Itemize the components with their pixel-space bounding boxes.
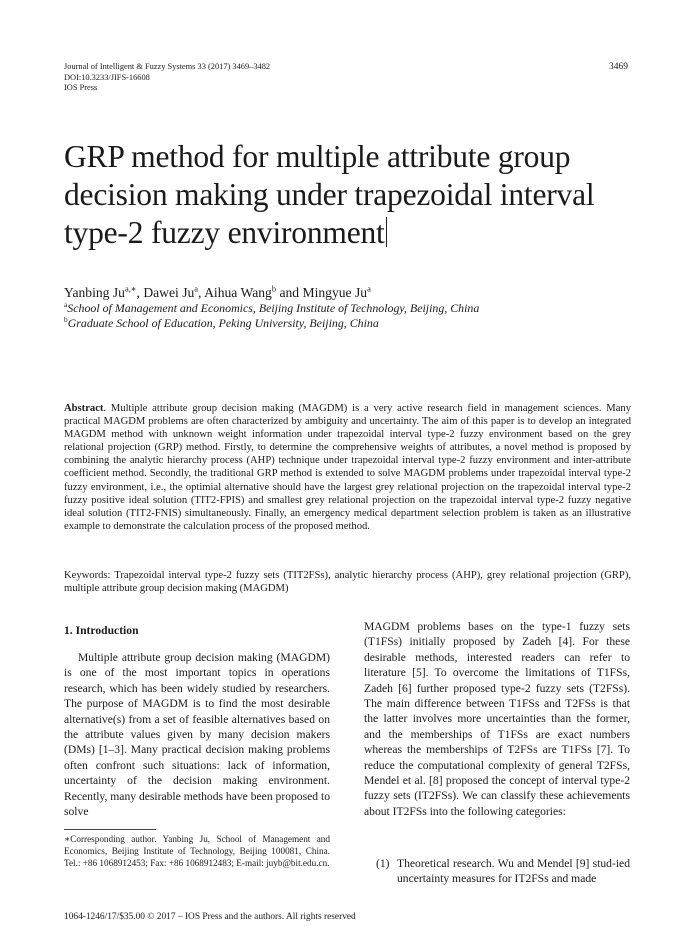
- doi-line: DOI:10.3233/JIFS-16608: [64, 72, 150, 82]
- intro-left-column: Multiple attribute group decision making (MAGDM) is one of the most important topics in operations research, which has been widely studied by researchers. The purpose of MAGDM is to find the most desirable alternative(s) from a set of feasible alternatives based on the attribute values given by many decision makers (DMs) [1–3]. Many practical decision making problems often confront such situations: lack of information, uncertainty of the decision making environment. Recently, many desirable methods have been proposed to solve: [64, 651, 330, 819]
- affiliation-text: School of Management and Economics, Beijing Institute of Technology, Beijing, China: [67, 301, 480, 315]
- abstract-label: Abstract: [64, 403, 104, 414]
- affiliation-b: [64, 316, 379, 331]
- author-name: Yanbing Ju: [64, 285, 125, 300]
- author-affiliation-mark: a: [367, 283, 371, 294]
- author-separator: and: [276, 285, 303, 300]
- journal-info: [64, 62, 270, 94]
- keywords: Keywords: Trapezoidal interval type-2 fuzzy sets (TIT2FSs), analytic hierarchy process (AHP), grey relational projection (GRP), multiple attribute group decision making (MAGDM): [64, 570, 631, 595]
- publisher-line: IOS Press: [64, 83, 98, 93]
- intro-right-column: MAGDM problems bases on the type-1 fuzzy sets (T1FSs) initially proposed by Zadeh [4]. For these desirable methods, interested readers can refer to literature [5]. To overcome the limitations of T1FSs, Zadeh [6] further proposed type-2 fuzzy sets (T2FSs). The main difference between T1FSs and T2FSs is that the latter involves more uncertainties than the former, and the memberships of T1FSs are exact numbers whereas the memberships of T2FSs are T1FSs [7]. To reduce the computational complexity of general T2FSs, Mendel et al. [8] proposed the concept of interval type-2 fuzzy sets (IT2FSs). We can classify these achievements about IT2FSs into the following categories:: [364, 620, 630, 818]
- list-item-number: (1): [376, 857, 390, 870]
- footnote-divider: [64, 829, 156, 830]
- paper-title-text: GRP method for multiple attribute group decision making under trapezoidal interval type-2 fuzzy environment: [64, 139, 595, 250]
- corresponding-author-footnote: ∗Corresponding author. Yanbing Ju, School of Management and Economics, Beijing Institute of Technology, Beijing 100081, China. Tel.: +86 1068912453; Fax: +86 1068912483; E-mail: juyb@bit.edu.cn.: [64, 834, 330, 868]
- section-heading-introduction: 1. Introduction: [64, 624, 139, 637]
- author-separator: ,: [136, 285, 144, 300]
- paper-title[interactable]: [64, 138, 664, 252]
- journal-line: Journal of Intelligent & Fuzzy Systems 33 (2017) 3469–3482: [64, 62, 271, 71]
- author-affiliation-mark: a,∗: [124, 283, 137, 294]
- author-affiliation-mark: a: [194, 283, 199, 294]
- affiliation-mark: a: [64, 300, 68, 310]
- page-number: 3469: [609, 62, 628, 72]
- text-cursor: [386, 217, 387, 247]
- affiliation-mark: b: [64, 315, 68, 325]
- author-affiliation-mark: b: [271, 283, 277, 294]
- affiliation-a: [64, 301, 479, 316]
- author-name: Aihua Wang: [204, 285, 272, 300]
- author-list: [64, 285, 371, 301]
- author-name: Dawei Ju: [143, 285, 195, 300]
- author-separator: ,: [198, 285, 205, 300]
- author-name: Mingyue Ju: [302, 285, 368, 300]
- list-item-text: Theoretical research. Wu and Mendel [9] stud-ied uncertainty measures for IT2FSs and made: [397, 857, 630, 886]
- copyright-line: 1064-1246/17/$35.00 © 2017 – IOS Press and the authors. All rights reserved: [64, 912, 356, 922]
- affiliation-text: Graduate School of Education, Peking University, Beijing, China: [67, 316, 379, 330]
- abstract: [64, 402, 631, 533]
- abstract-text: . Multiple attribute group decision making (MAGDM) is a very active research field in management sciences. Many practical MAGDM problems are often characterized by ambiguity and uncertainty. The aim of this paper is to develop an integrated MAGDM method with unknown weight information under trapezoidal interval type-2 fuzzy environment based on the grey relational projection (GRP) method. Firstly, to determine the comprehensive weights of attributes, a novel method is proposed by combining the analytic hierarchy process (AHP) technique under trapezoidal interval type-2 fuzzy environment and inter-attribute coefficient method. Secondly, the traditional GRP method is extended to solve MAGDM problems under trapezoidal interval type-2 fuzzy environment, i.e., the optimial alternative should have the largest grey relational projection on the trapezoidal interval type-2 fuzzy positive ideal solution (TIT2-FPIS) and smallest grey relational projection on the trapezoidal interval type-2 fuzzy negative ideal solution (TIT2-FNIS) simultaneously. Finally, an emergency medical department selection problem is taken as an illustrative example to demonstrate the calculation process of the proposed method.: [64, 403, 631, 532]
